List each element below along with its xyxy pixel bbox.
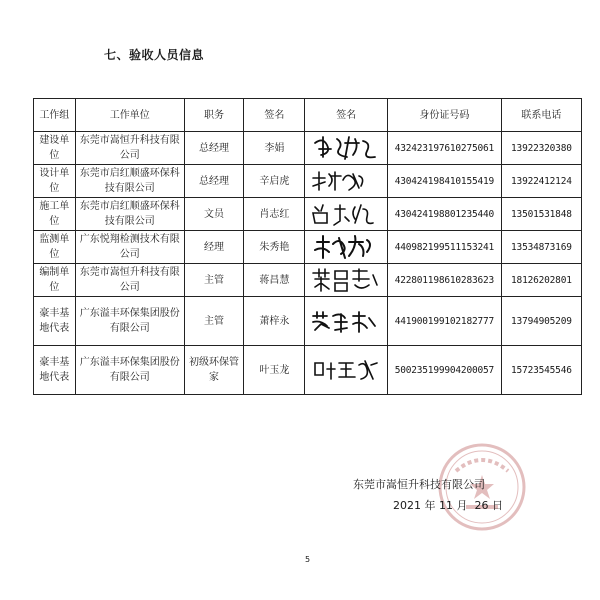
table-row — [34, 165, 582, 198]
section-heading: 七、验收人员信息 — [104, 48, 205, 62]
cell-id-number: 440982199511153241 — [387, 231, 501, 264]
footer-date: 2021 年 11 月 26 日 — [393, 499, 503, 512]
footer-company-name: 东莞市嵩恒升科技有限公司 — [353, 478, 485, 491]
cell-name: 朱秀艳 — [244, 231, 305, 264]
cell-role: 设计单位 — [34, 165, 76, 198]
cell-org: 东莞市启红顺盛环保科技有限公司 — [75, 165, 184, 198]
handwritten-signature — [309, 355, 383, 385]
handwritten-signature — [309, 133, 383, 163]
cell-phone: 15723545546 — [501, 346, 581, 395]
col-header-id-number: 身份证号码 — [387, 99, 501, 132]
cell-signature — [305, 231, 388, 264]
cell-role: 豪丰基地代表 — [34, 346, 76, 395]
cell-org: 东莞市启红顺盛环保科技有限公司 — [75, 198, 184, 231]
cell-name: 叶玉龙 — [244, 346, 305, 395]
cell-name: 肖志红 — [244, 198, 305, 231]
cell-post: 总经理 — [184, 132, 243, 165]
table-row — [34, 231, 582, 264]
cell-id-number: 441900199102182777 — [387, 297, 501, 346]
cell-name: 李娟 — [244, 132, 305, 165]
cell-signature — [305, 346, 388, 395]
cell-name: 萧梓永 — [244, 297, 305, 346]
col-header-name: 签名 — [244, 99, 305, 132]
cell-post: 主管 — [184, 297, 243, 346]
handwritten-signature — [309, 199, 383, 229]
cell-role: 编制单位 — [34, 264, 76, 297]
handwritten-signature — [309, 265, 383, 295]
table-row — [34, 198, 582, 231]
table-header-row — [34, 99, 582, 132]
cell-org: 东莞市嵩恒升科技有限公司 — [75, 264, 184, 297]
cell-id-number: 432423197610275061 — [387, 132, 501, 165]
cell-signature — [305, 132, 388, 165]
cell-id-number: 500235199904200057 — [387, 346, 501, 395]
table-row — [34, 132, 582, 165]
cell-post: 初级环保管家 — [184, 346, 243, 395]
cell-role: 施工单位 — [34, 198, 76, 231]
cell-name: 蒋昌慧 — [244, 264, 305, 297]
cell-post: 总经理 — [184, 165, 243, 198]
cell-post: 主管 — [184, 264, 243, 297]
cell-role: 豪丰基地代表 — [34, 297, 76, 346]
cell-name: 辛启虎 — [244, 165, 305, 198]
cell-phone: 13922320380 — [501, 132, 581, 165]
cell-signature — [305, 165, 388, 198]
page-number: 5 — [305, 555, 311, 564]
cell-signature — [305, 297, 388, 346]
cell-org: 广东悦翔检测技术有限公司 — [75, 231, 184, 264]
cell-phone: 13794905209 — [501, 297, 581, 346]
acceptance-staff-table — [33, 98, 582, 395]
col-header-phone: 联系电话 — [501, 99, 581, 132]
col-header-post: 职务 — [184, 99, 243, 132]
table-row — [34, 346, 582, 395]
cell-post: 经理 — [184, 231, 243, 264]
cell-signature — [305, 264, 388, 297]
cell-phone: 13922412124 — [501, 165, 581, 198]
table-row — [34, 297, 582, 346]
cell-id-number: 430424198410155419 — [387, 165, 501, 198]
table-row — [34, 264, 582, 297]
col-header-org: 工作单位 — [75, 99, 184, 132]
cell-role: 建设单位 — [34, 132, 76, 165]
cell-signature — [305, 198, 388, 231]
cell-org: 东莞市嵩恒升科技有限公司 — [75, 132, 184, 165]
cell-id-number: 430424198801235440 — [387, 198, 501, 231]
cell-org: 广东溢丰环保集团股份有限公司 — [75, 297, 184, 346]
cell-phone: 13501531848 — [501, 198, 581, 231]
handwritten-signature — [309, 232, 383, 262]
cell-phone: 18126202801 — [501, 264, 581, 297]
cell-role: 监测单位 — [34, 231, 76, 264]
cell-phone: 13534873169 — [501, 231, 581, 264]
handwritten-signature — [309, 306, 383, 336]
handwritten-signature — [309, 166, 383, 196]
cell-post: 文员 — [184, 198, 243, 231]
col-header-group: 工作组 — [34, 99, 76, 132]
col-header-signature: 签名 — [305, 99, 388, 132]
cell-org: 广东溢丰环保集团股份有限公司 — [75, 346, 184, 395]
cell-id-number: 422801198610283623 — [387, 264, 501, 297]
